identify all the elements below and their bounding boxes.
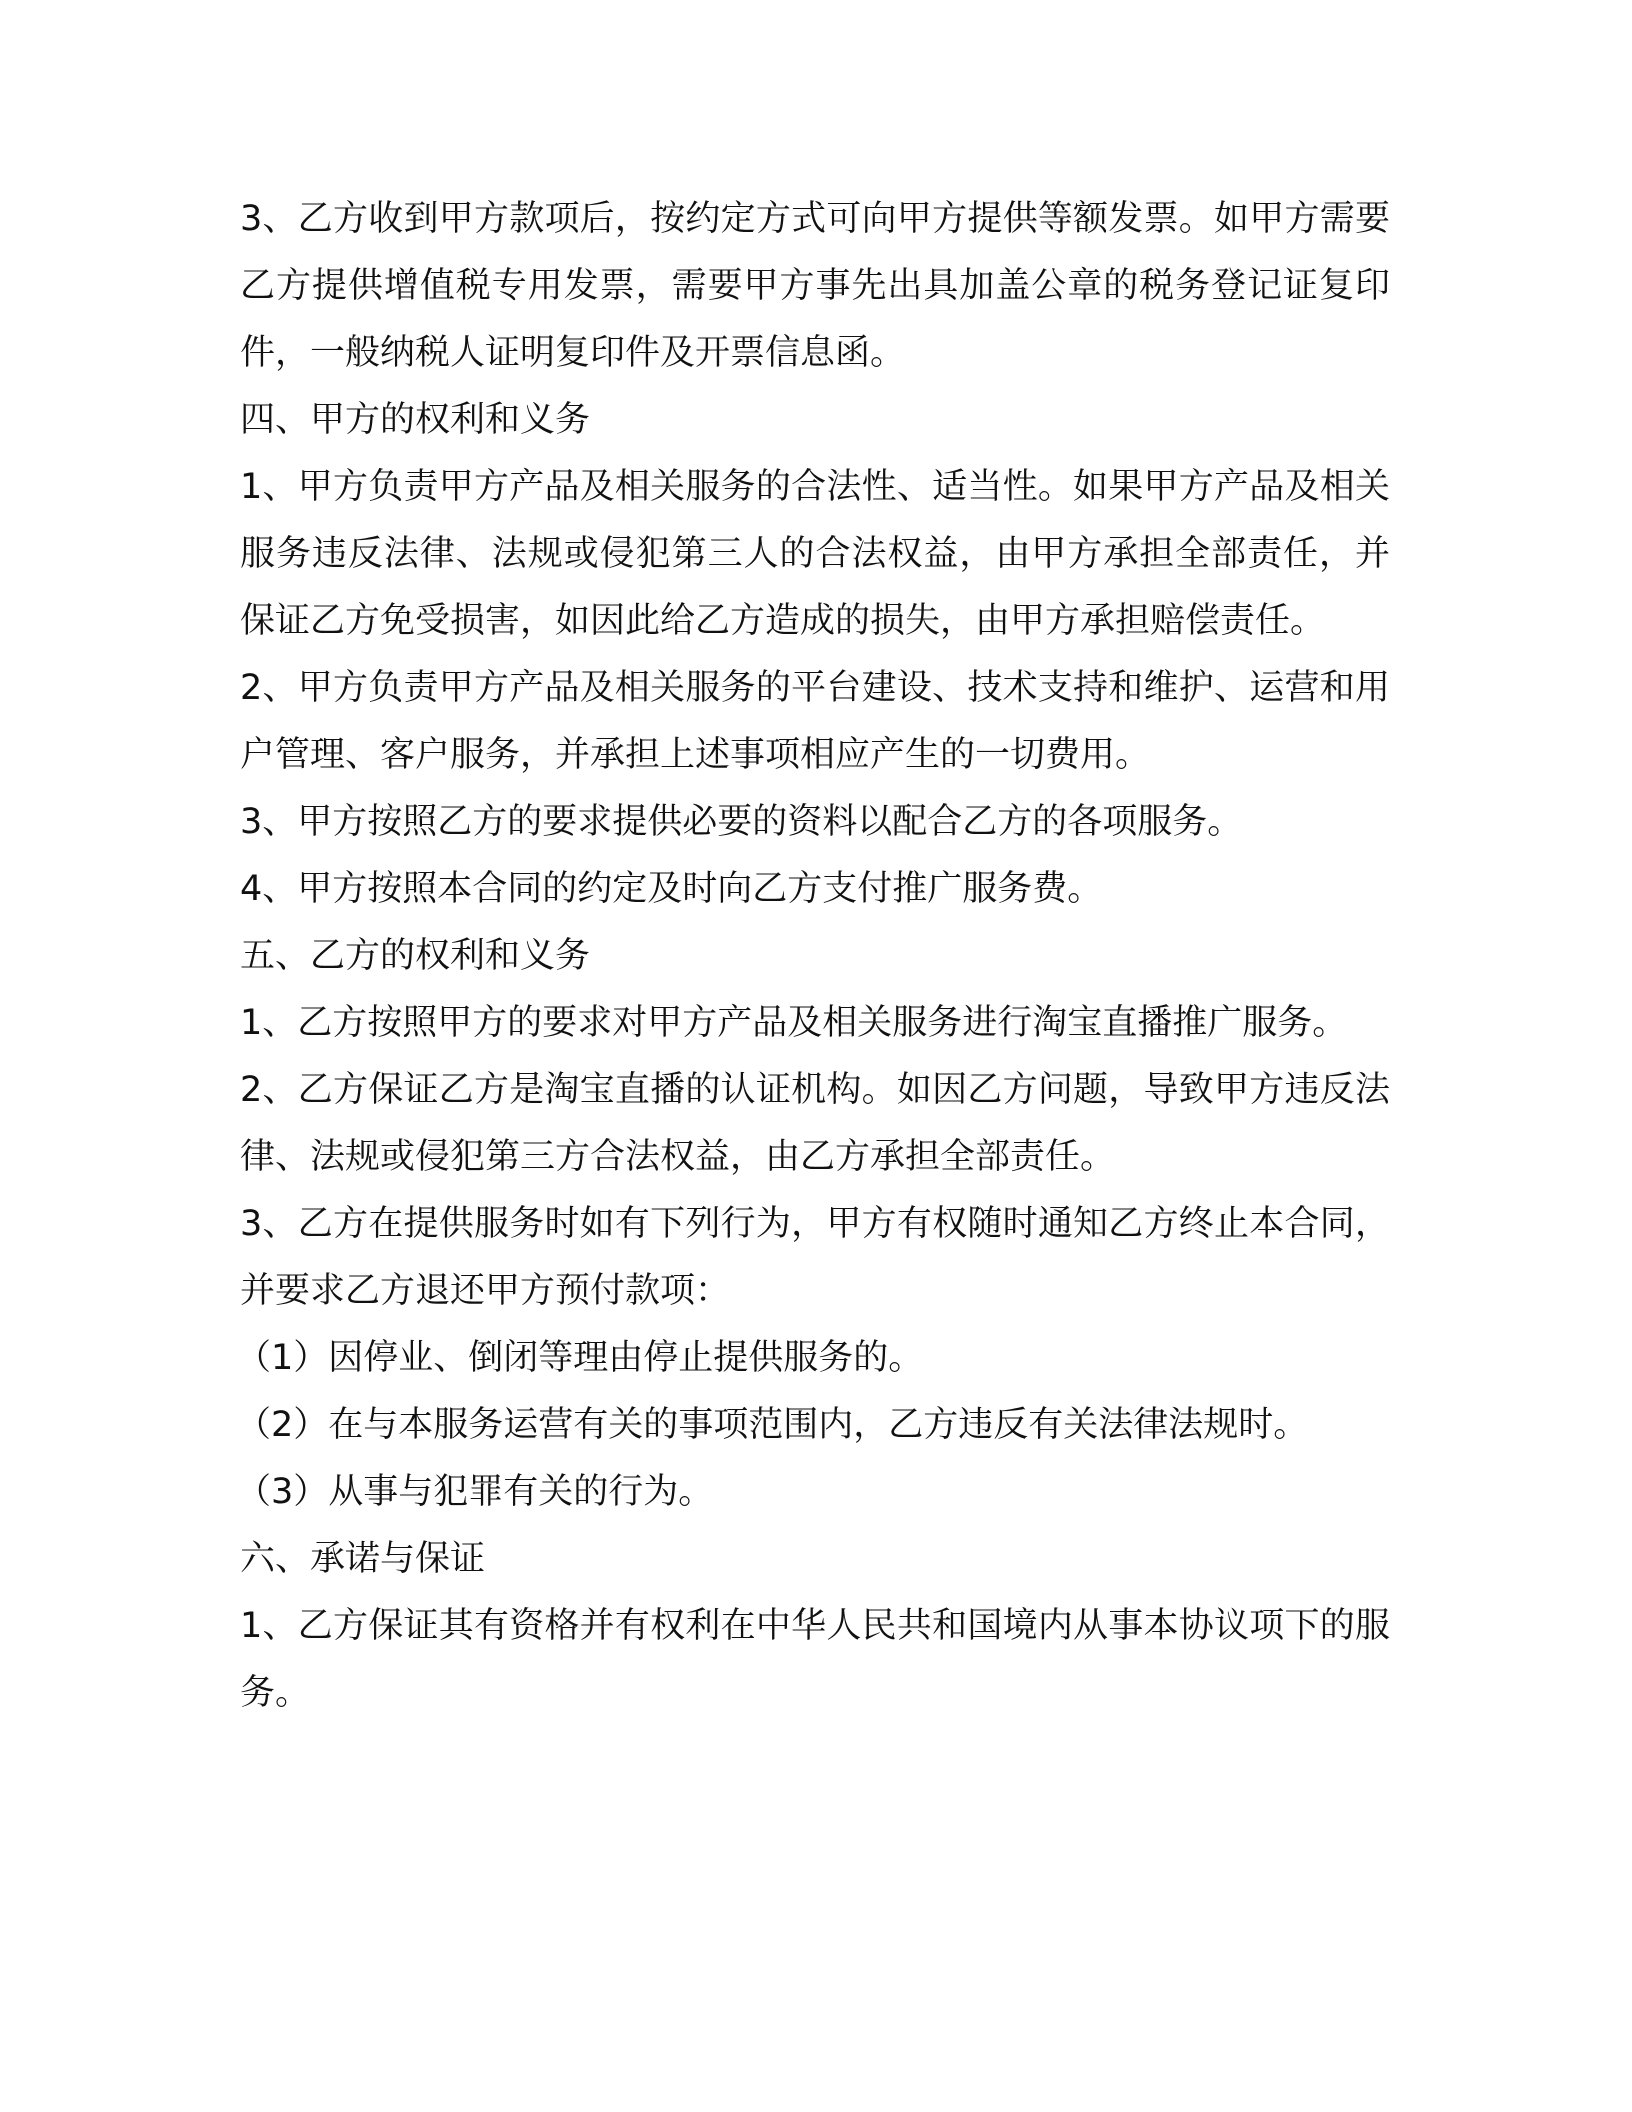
clause-4-2: 2、甲方负责甲方产品及相关服务的平台建设、技术支持和维护、运营和用户管理、客户服务，并承担上述事项相应产生的一切费用。	[240, 668, 1390, 775]
section-heading-commitments: 六、承诺与保证	[240, 1539, 486, 1579]
clause-5-3: 3、乙方在提供服务时如有下列行为，甲方有权随时通知乙方终止本合同，并要求乙方退还甲方预付款项：	[240, 1204, 1390, 1311]
clause-4-3: 3、甲方按照乙方的要求提供必要的资料以配合乙方的各项服务。	[240, 802, 1243, 842]
clause-5-3-item-3: （3）从事与犯罪有关的行为。	[236, 1472, 714, 1512]
document-page	[236, 186, 1390, 1727]
clause-6-1: 1、乙方保证其有资格并有权利在中华人民共和国境内从事本协议项下的服务。	[240, 1606, 1390, 1713]
clause-3-3: 3、乙方收到甲方款项后，按约定方式可向甲方提供等额发票。如甲方需要乙方提供增值税专用发票，需要甲方事先出具加盖公章的税务登记证复印件，一般纳税人证明复印件及开票信息函。	[240, 199, 1390, 373]
clause-4-1: 1、甲方负责甲方产品及相关服务的合法性、适当性。如果甲方产品及相关服务违反法律、法规或侵犯第三人的合法权益，由甲方承担全部责任，并保证乙方免受损害，如因此给乙方造成的损失，由甲方承担赔偿责任。	[240, 467, 1390, 641]
clause-5-1: 1、乙方按照甲方的要求对甲方产品及相关服务进行淘宝直播推广服务。	[240, 1003, 1348, 1043]
section-heading-party-b-rights: 五、乙方的权利和义务	[240, 936, 591, 976]
clause-4-4: 4、甲方按照本合同的约定及时向乙方支付推广服务费。	[240, 869, 1103, 909]
clause-5-2: 2、乙方保证乙方是淘宝直播的认证机构。如因乙方问题，导致甲方违反法律、法规或侵犯第三方合法权益，由乙方承担全部责任。	[240, 1070, 1390, 1177]
clause-5-3-item-2: （2）在与本服务运营有关的事项范围内，乙方违反有关法律法规时。	[236, 1405, 1309, 1445]
section-heading-party-a-rights: 四、甲方的权利和义务	[240, 400, 591, 440]
clause-5-3-item-1: （1）因停业、倒闭等理由停止提供服务的。	[236, 1338, 924, 1378]
